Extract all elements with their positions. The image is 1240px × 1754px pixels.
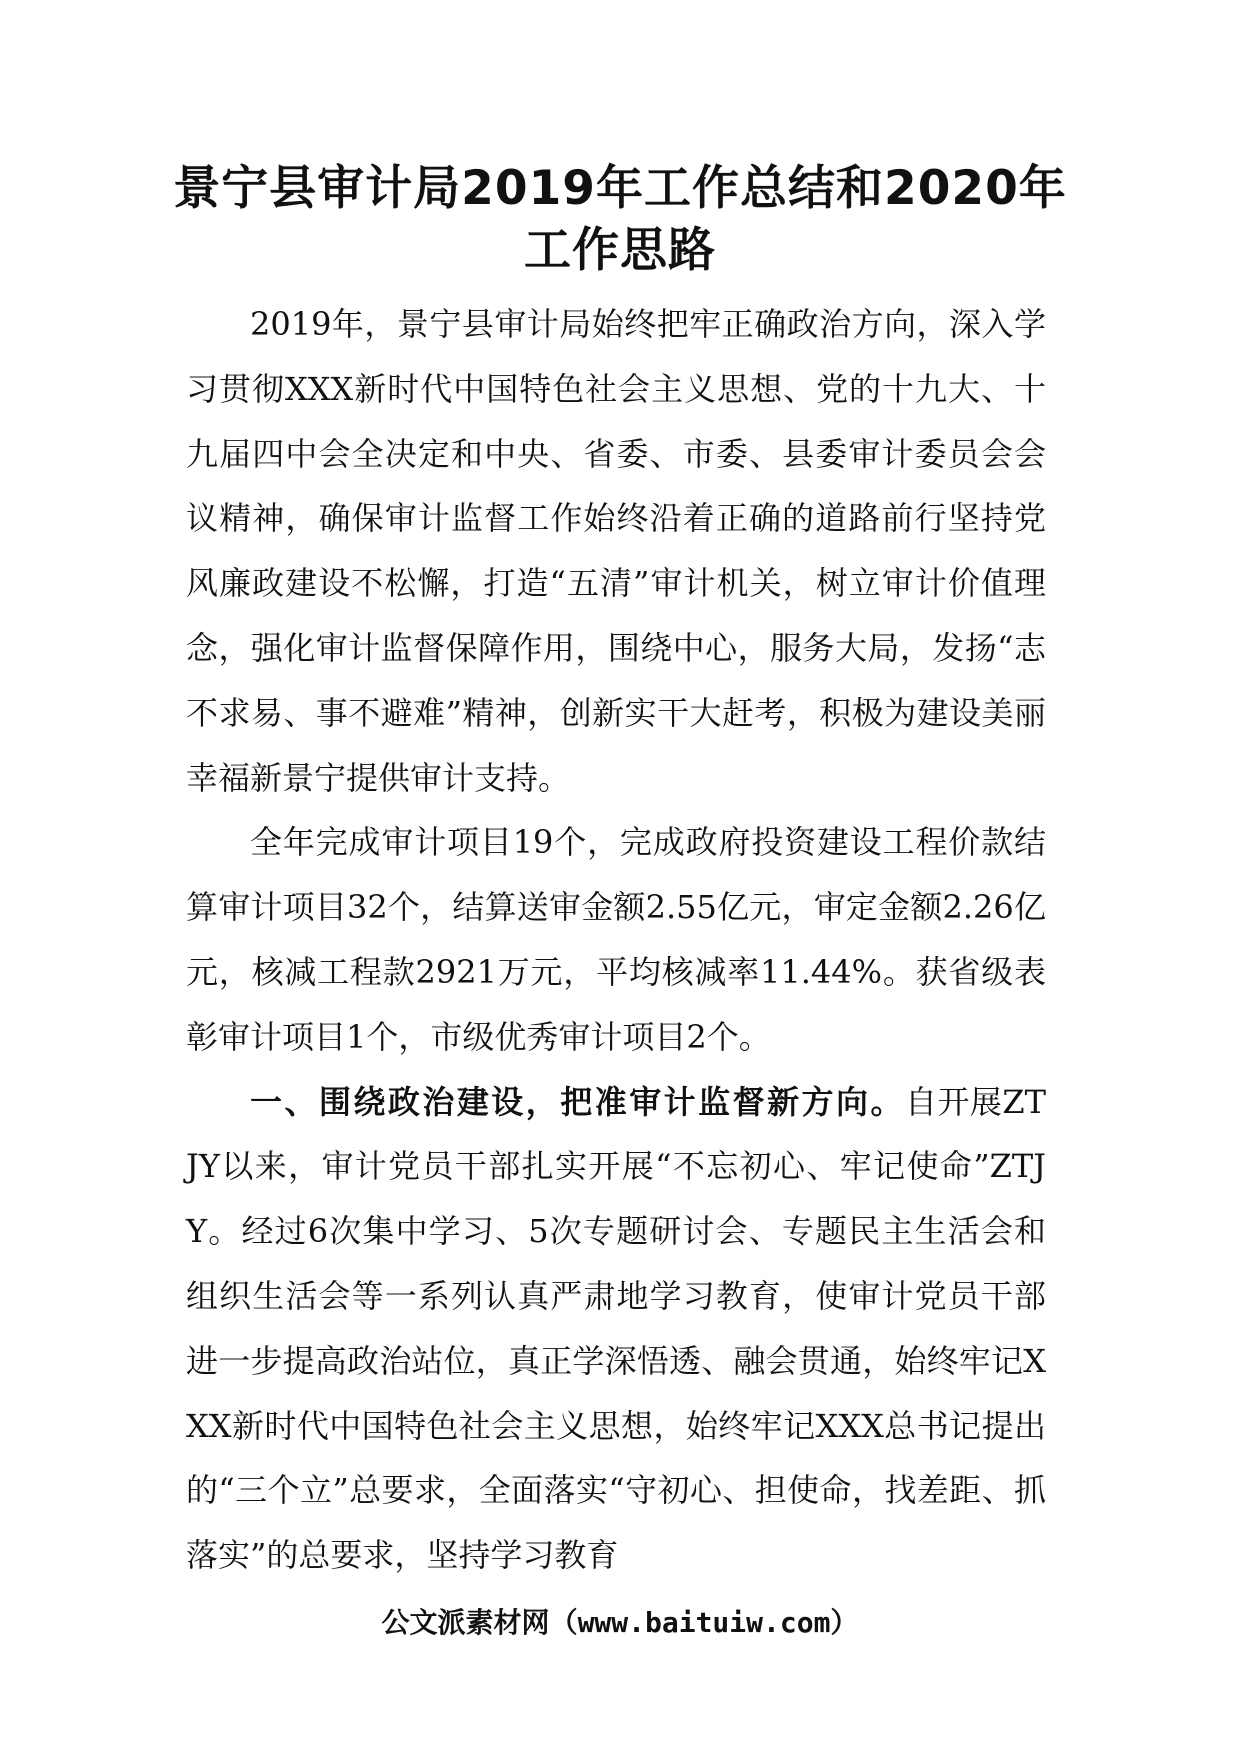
page-footer (0, 1603, 1240, 1643)
footer-site-name: 公文派素材网 (381, 1606, 550, 1639)
footer-site-url[interactable]: （www.baituiw.com） (549, 1606, 859, 1639)
document-body (186, 292, 1046, 1588)
paragraph-summary (186, 810, 1046, 1069)
document-title: 景宁县审计局2019年工作总结和2020年工作思路 (173, 161, 1067, 278)
paragraph-text: 全年完成审计项目19个，完成政府投资建设工程价款结算审计项目32个，结算送审金额2.55亿元，审定金额2.26亿元，核减工程款2921万元，平均核减率11.44%。获省级表彰审计项目1个，市级优秀审计项目2个。 (186, 823, 1046, 1056)
paragraph-text: 2019年，景宁县审计局始终把牢正确政治方向，深入学习贯彻XXX新时代中国特色社会主义思想、党的十九大、十九届四中会全决定和中央、省委、市委、县委审计委员会会议精神，确保审计监督工作始终沿着正确的道路前行坚持党风廉政建设不松懈，打造“五清”审计机关，树立审计价值理念，强化审计监督保障作用，围绕中心，服务大局，发扬“志不求易、事不避难”精神，创新实干大赶考，积极为建设美丽幸福新景宁提供审计支持。 (186, 305, 1046, 797)
section-heading: 一、围绕政治建设，把准审计监督新方向。 (250, 1082, 905, 1121)
paragraph-section-one (186, 1070, 1046, 1588)
paragraph-intro (186, 292, 1046, 810)
paragraph-text: 自开展ZTJY以来，审计党员干部扎实开展“不忘初心、牢记使命”ZTJY。经过6次集中学习、5次专题研讨会、专题民主生活会和组织生活会等一系列认真严肃地学习教育，使审计党员干部进一步提高政治站位，真正学深悟透、融会贯通，始终牢记XXX新时代中国特色社会主义思想，始终牢记XXX总书记提出的“三个立”总要求，全面落实“守初心、担使命，找差距、抓落实”的总要求，坚持学习教育 (186, 1082, 1046, 1575)
